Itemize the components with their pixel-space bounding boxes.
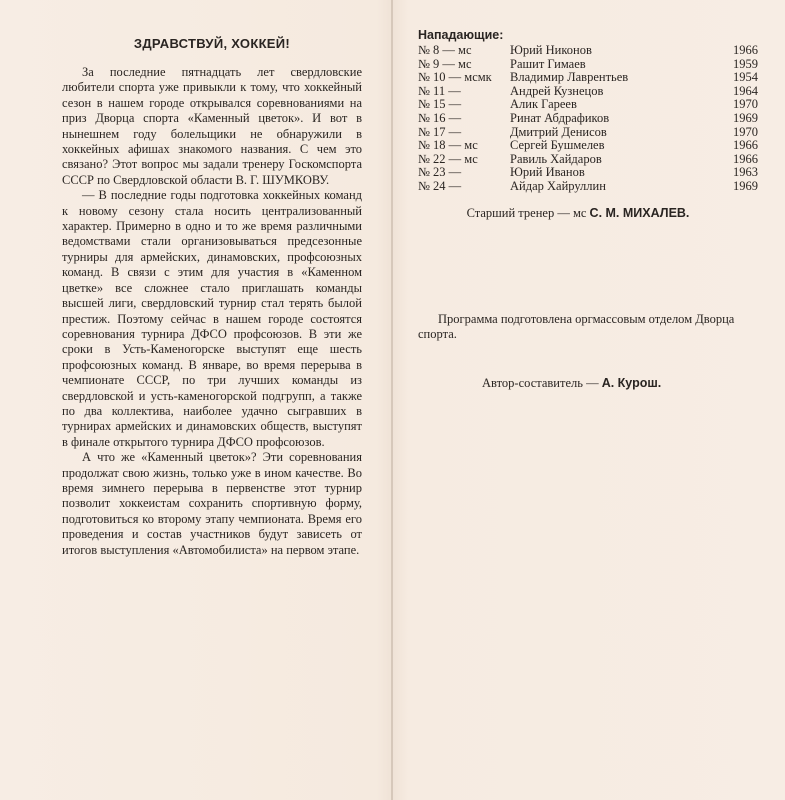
- list-item: [418, 44, 758, 58]
- player-year: 1970: [733, 124, 758, 139]
- player-year: 1964: [733, 83, 758, 98]
- roster-heading: Нападающие:: [418, 28, 504, 42]
- player-name: Сергей Бушмелев: [510, 138, 605, 153]
- author-name: А. Курош.: [601, 376, 662, 390]
- coach-prefix: Старший тренер — мс: [466, 205, 587, 220]
- article-column: [62, 36, 362, 558]
- player-number: № 22 — мс: [418, 151, 478, 166]
- player-name: Рашит Гимаев: [510, 56, 586, 71]
- list-item: [418, 153, 758, 167]
- player-year: 1954: [733, 70, 758, 85]
- list-item: [418, 126, 758, 140]
- player-year: 1959: [733, 56, 758, 71]
- player-number: № 16 —: [418, 110, 462, 125]
- player-name: Ринат Абдрафиков: [510, 110, 610, 125]
- player-year: 1970: [733, 97, 758, 112]
- program-note: Программа подготовлена оргмассовым отделом Дворца спорта.: [418, 312, 735, 342]
- player-number: № 23 —: [418, 165, 462, 180]
- list-item: [418, 71, 758, 85]
- player-name: Юрий Иванов: [510, 165, 585, 180]
- player-name: Айдар Хайруллин: [510, 178, 606, 193]
- page-fold: [391, 0, 393, 800]
- player-name: Владимир Лаврентьев: [510, 70, 629, 85]
- player-number: № 24 —: [418, 178, 462, 193]
- roster-list: [418, 44, 758, 194]
- player-number: № 15 —: [418, 97, 462, 112]
- list-item: [418, 85, 758, 99]
- list-item: [418, 58, 758, 72]
- author-line: [482, 376, 661, 391]
- article-title: ЗДРАВСТВУЙ, ХОККЕЙ!: [133, 36, 291, 51]
- article-paragraph-1: За последние пятнадцать лет свердловские любители спорта уже привыкли к тому, что хоккейный сезон в нашем городе открывался соревнованиями на приз Дворца спорта «Каменный цветок». И вот в нынешнем году болельщики не обнаружили в хоккейных афишах знакомого названия. С чем это связано? Этот вопрос мы задали тренеру Госкомспорта СССР по Свердловской области В. Г. ШУМКОВУ.: [62, 65, 362, 187]
- player-number: № 10 — мсмк: [418, 70, 492, 85]
- author-prefix: Автор-составитель —: [482, 376, 599, 390]
- article-paragraph-2: — В последние годы подготовка хоккейных команд к новому сезону стала носить централизованный характер. Примерно в одно и то же время различными ведомствами стали организовываться предсезонные турниры для армейских, динамовских, профсоюзных команд. В связи с этим для участия в «Каменном цветке» все сложнее стало приглашать команды высшей лиги, свердловский турнир стал терять былой престиж. Поэтому сейчас в нашем городе состоятся соревнования турнира ДФСО профсоюзов. В эти же сроки в Усть-Каменогорске выступят еще шесть профсоюзных команд. В январе, во время перерыва в чемпионате СССР, по три лучших команды из свердловской и усть-каменогорской подгрупп, а также по два коллектива, наиболее удачно сыгравших в турнирах армейских и динамовских обществ, выступят в финале открытого турнира ДФСО профсоюзов.: [62, 188, 362, 449]
- player-name: Равиль Хайдаров: [510, 151, 602, 166]
- player-number: № 9 — мс: [418, 56, 472, 71]
- player-number: № 17 —: [418, 124, 462, 139]
- list-item: [418, 166, 758, 180]
- head-coach-line: [418, 206, 738, 221]
- list-item: [418, 98, 758, 112]
- player-year: 1966: [733, 43, 758, 57]
- player-name: Юрий Никонов: [510, 43, 592, 57]
- player-name: Дмитрий Денисов: [510, 124, 607, 139]
- coach-name: С. М. МИХАЛЕВ.: [589, 205, 690, 220]
- player-name: Алик Гареев: [510, 97, 577, 112]
- article-paragraph-3: А что же «Каменный цветок»? Эти соревнования продолжат свою жизнь, только уже в ином качестве. Во время зимнего перерыва в первенстве этот турнир позволит хоккеистам сохранить спортивную форму, подготовиться ко второму этапу чемпионата. Время его проведения и состав участников будут зависеть от итогов выступления «Автомобилиста» на первом этапе.: [62, 450, 362, 557]
- player-year: 1966: [733, 151, 758, 166]
- player-year: 1969: [733, 110, 758, 125]
- player-name: Андрей Кузнецов: [510, 83, 604, 98]
- list-item: [418, 180, 758, 194]
- roster-column: [418, 28, 758, 221]
- player-number: № 18 — мс: [418, 138, 478, 153]
- player-year: 1966: [733, 138, 758, 153]
- player-number: № 8 — мс: [418, 43, 472, 57]
- player-year: 1963: [733, 165, 758, 180]
- list-item: [418, 139, 758, 153]
- player-number: № 11 —: [418, 83, 461, 98]
- player-year: 1969: [733, 178, 758, 193]
- list-item: [418, 112, 758, 126]
